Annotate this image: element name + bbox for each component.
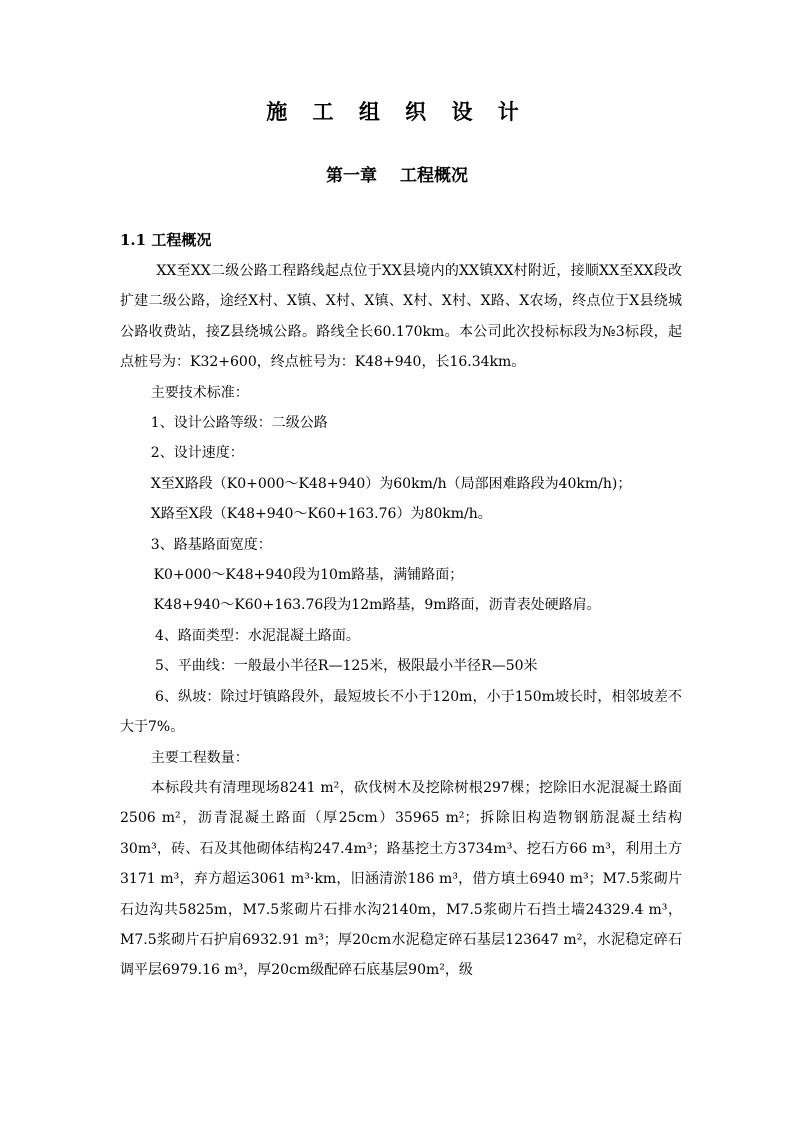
paragraph-project-overview: XX至XX二级公路工程路线起点位于XX县境内的XX镇XX村附近，接顺XX至XX段改扩建二级公路，途经X村、X镇、X村、X镇、X村、X村、X路、X农场，终点位于X县绕城公路收费站，接Z县绕城公路。路线全长60.170km。本公司此次投标标段为№3标段，起点桩号为：K32+600，终点桩号为：K48+940，长16.34km。 [120,263,682,371]
paragraph-width-section-1: K0+000～K48+940段为10m路基，满铺路面； [153,567,464,584]
paragraph-pavement-type: 4、路面类型：水泥混凝土路面。 [155,627,360,644]
paragraph-road-grade: 1、设计公路等级：二级公路 [150,415,328,432]
paragraph-technical-standards: 主要技术标准： [150,384,249,401]
paragraph-longitudinal-slope: 6、纵坡：除过圩镇路段外，最短坡长不小于120m，小于150m坡长时，相邻坡差不大于7%。 [120,688,682,736]
paragraph-quantities: 本标段共有清理现场8241 m²，砍伐树木及挖除树根297棵；挖除旧水泥混凝土路面2506 m²，沥青混凝土路面（厚25cm）35965 m²；拆除旧构造物钢筋混凝土结构30m³，砖、石及其他砌体结构247.4m³；路基挖土方3734m³、挖石方66 m³，利用土方3171 m³，弃方超运3061 m³·km，旧涵清淤186 m³，借方填土6940 m³；M7.5浆砌片石边沟共5825m，M7.5浆砌片石排水沟2140m，M7.5浆砌片石挡土墙24329.4 m³，M7.5浆砌片石护肩6932.91 m³；厚20cm水泥稳定碎石基层123647 m²，水泥稳定碎石调平层6979.16 m³，厚20cm级配碎石底基层90m²，级 [120,779,682,979]
paragraph-horizontal-curve: 5、平曲线：一般最小半径R—125米，极限最小半径R—50米 [155,658,538,675]
paragraph-speed-section-2: X路至X段（K48+940～K60+163.76）为80km/h。 [150,506,492,523]
paragraph-roadbed-width: 3、路基路面宽度： [150,536,272,553]
paragraph-quantities-heading: 主要工程数量： [150,749,249,766]
body-text [120,256,682,986]
chapter-title: 第一章 工程概况 [326,166,468,186]
section-heading: 1.1 工程概况 [120,231,212,249]
paragraph-design-speed: 2、设计速度： [150,445,244,462]
paragraph-speed-section-1: X至X路段（K0+000～K48+940）为60km/h（局部困难路段为40km/h)； [150,475,632,492]
paragraph-width-section-2: K48+940～K60+163.76段为12m路基，9m路面，沥青表处硬路肩。 [153,597,601,614]
document-title: 施 工 组 织 设 计 [266,99,528,124]
